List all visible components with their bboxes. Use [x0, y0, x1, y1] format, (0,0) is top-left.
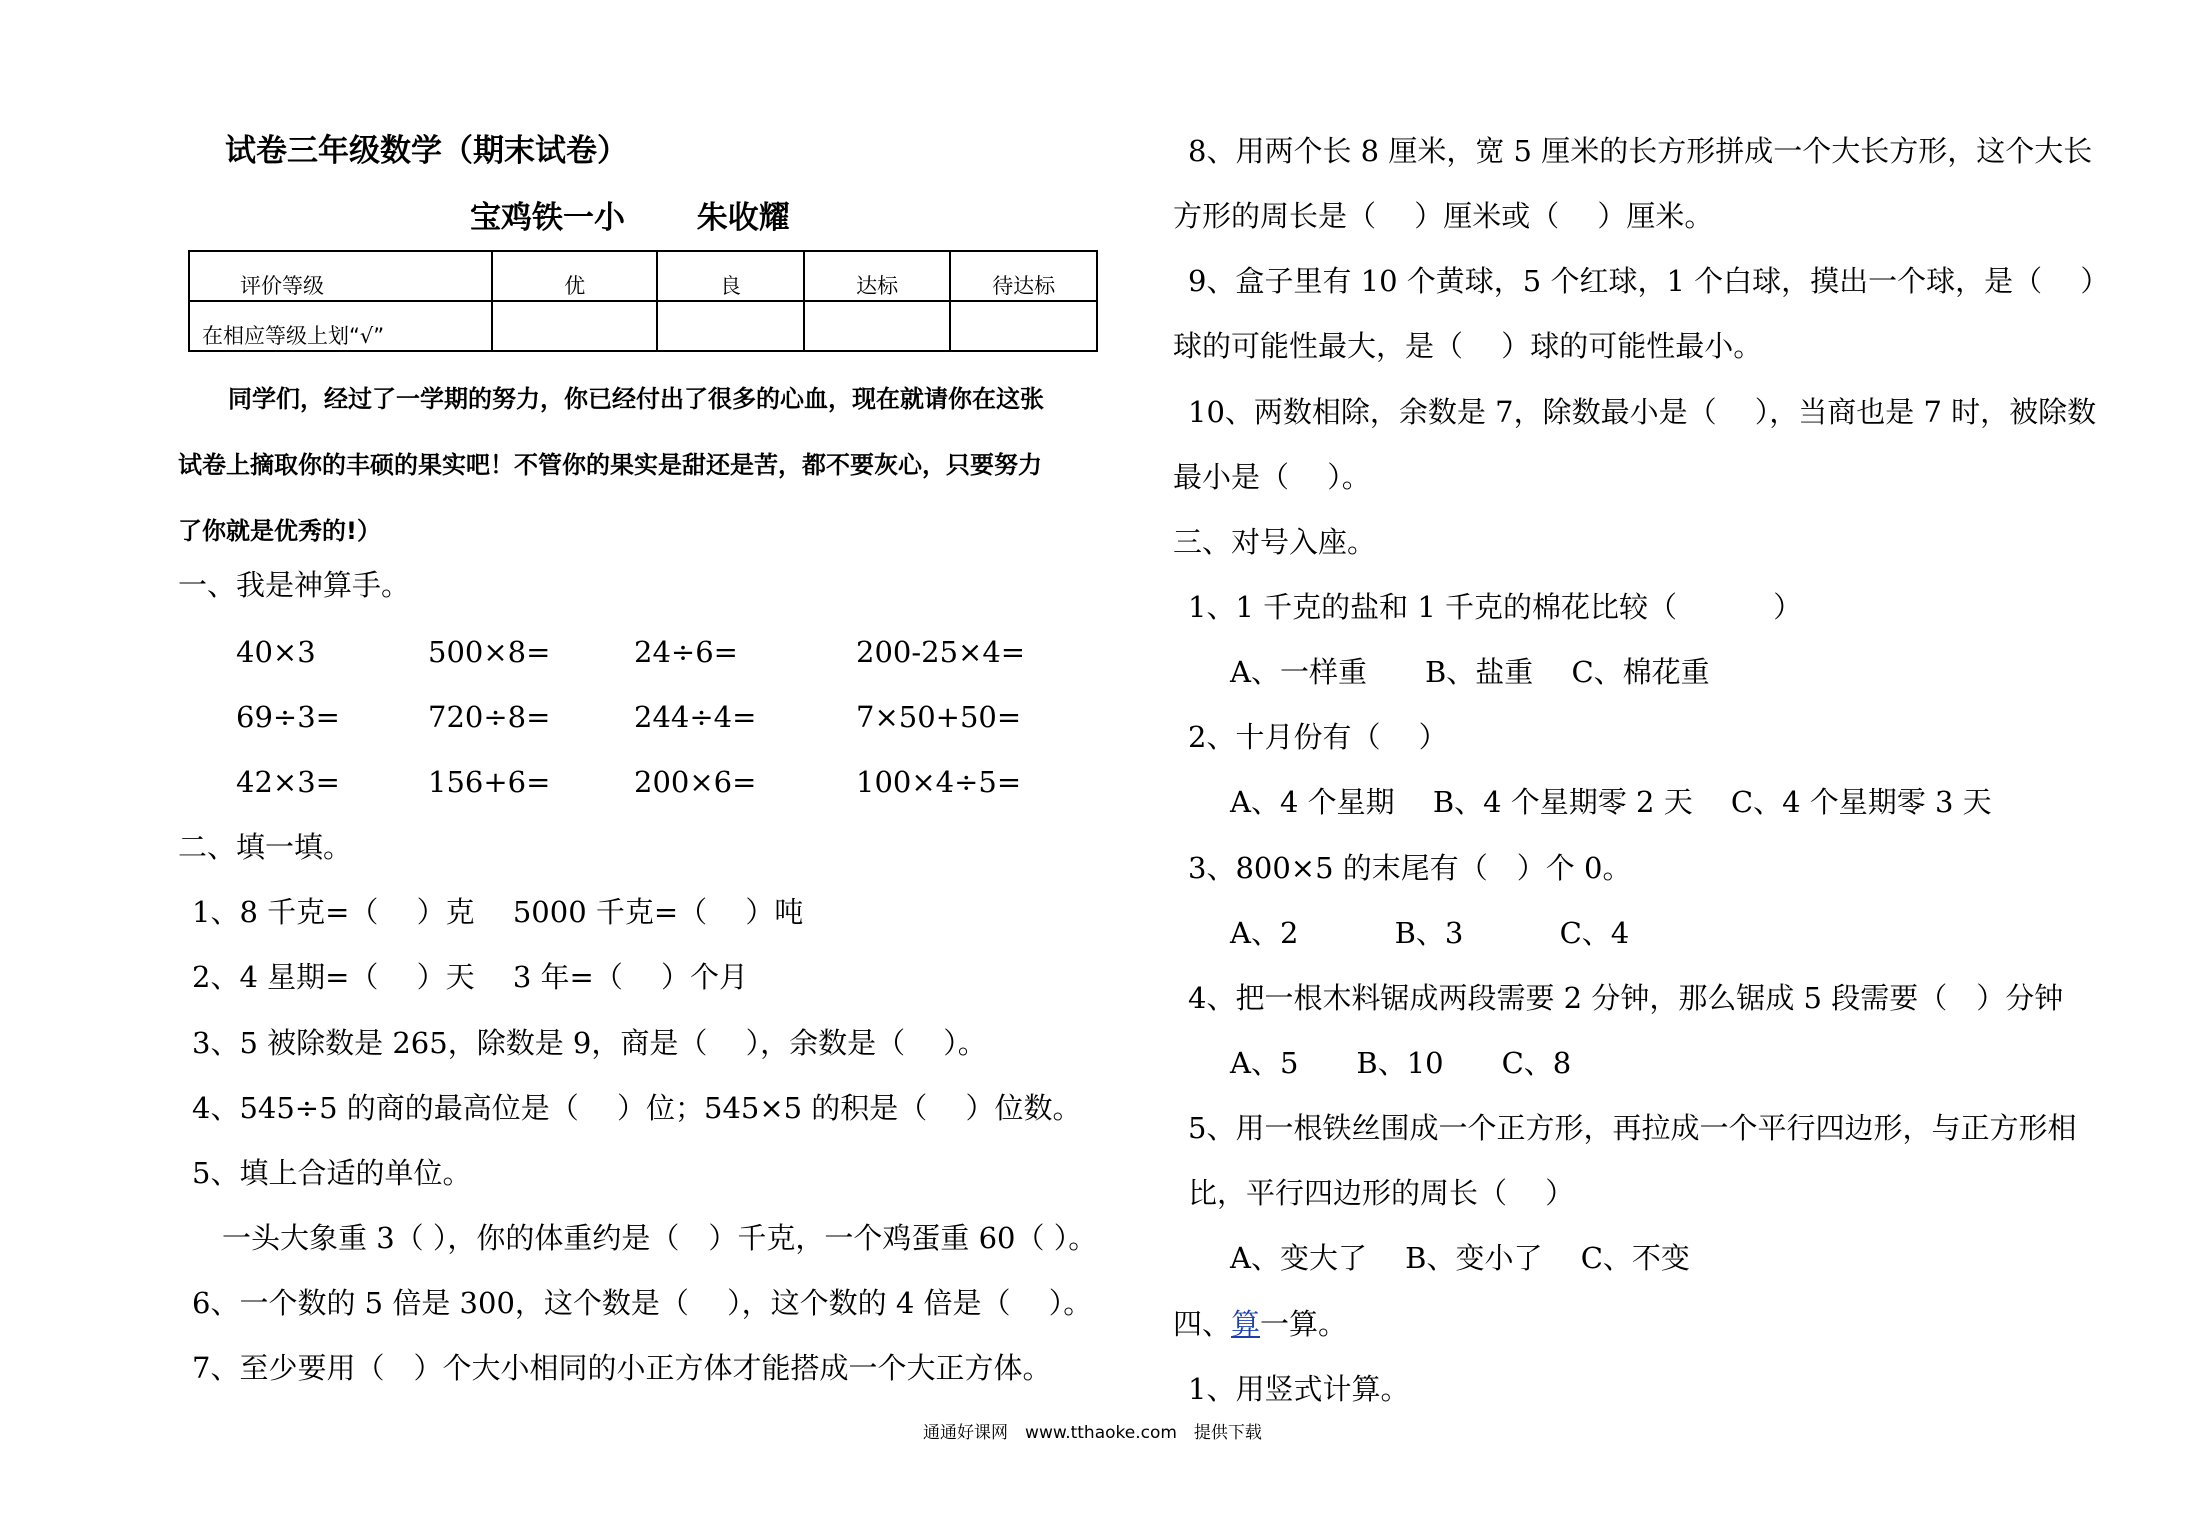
grade-row-label: 在相应等级上划“√” — [189, 301, 492, 351]
grade-header-pass: 达标 — [804, 251, 951, 301]
section3-q1: 1、1 千克的盐和 1 千克的棉花比较（ ） — [1188, 590, 1803, 624]
intro-paragraph — [178, 366, 1098, 564]
calc-2-2: 720÷8= — [428, 700, 551, 734]
grade-cell-pass[interactable] — [804, 301, 951, 351]
section3-q4-options: A、5 B、10 C、8 — [1230, 1046, 1572, 1080]
calc-3-4: 100×4÷5= — [856, 765, 1022, 799]
school-author: 宝鸡铁一小 朱收耀 — [470, 200, 790, 236]
grade-table-mark-row — [189, 301, 1097, 351]
page-title: 试卷三年级数学（期末试卷） — [225, 133, 628, 169]
section3-q5-options: A、变大了 B、变小了 C、不变 — [1230, 1241, 1690, 1275]
grade-header-good: 良 — [657, 251, 804, 301]
grade-header-excellent: 优 — [492, 251, 657, 301]
section2-q10-line2: 最小是（ ）。 — [1173, 460, 1371, 494]
section3-q3: 3、800×5 的末尾有（ ）个 0。 — [1188, 851, 1632, 885]
section2-q1: 1、8 千克=（ ）克 5000 千克=（ ）吨 — [192, 895, 804, 929]
calc-1-2: 500×8= — [428, 635, 551, 669]
section2-q8-line1: 8、用两个长 8 厘米，宽 5 厘米的长方形拼成一个大长方形，这个大长 — [1188, 134, 2093, 168]
section2-q9-line2: 球的可能性最大，是（ ）球的可能性最小。 — [1173, 329, 1763, 363]
section3-q5-line2: 比，平行四边形的周长（ ） — [1188, 1176, 1575, 1210]
calc-2-3: 244÷4= — [634, 700, 757, 734]
section2-q9-line1: 9、盒子里有 10 个黄球，5 个红球，1 个白球，摸出一个球，是（ ） — [1188, 264, 2110, 298]
section3-q2: 2、十月份有（ ） — [1188, 720, 1448, 754]
section2-q4: 4、545÷5 的商的最高位是（ ）位；545×5 的积是（ ）位数。 — [192, 1091, 1082, 1125]
grade-header-label: 评价等级 — [189, 251, 492, 301]
section3-heading: 三、对号入座。 — [1173, 525, 1377, 559]
section4-q1: 1、用竖式计算。 — [1188, 1372, 1410, 1406]
section4-prefix: 四、 — [1173, 1307, 1232, 1341]
grade-table-header-row — [189, 251, 1097, 301]
section2-q5-units: 一头大象重 3（ ），你的体重约是（ ）千克，一个鸡蛋重 60（ ）。 — [222, 1221, 1098, 1255]
footer-source: 通通好课网 www.tthaoke.com 提供下载 — [923, 1423, 1262, 1443]
section2-q2: 2、4 星期=（ ）天 3 年=（ ）个月 — [192, 960, 749, 994]
section3-q4: 4、把一根木料锯成两段需要 2 分钟，那么锯成 5 段需要（ ）分钟 — [1188, 981, 2064, 1015]
grade-header-not-pass: 待达标 — [950, 251, 1097, 301]
calc-2-1: 69÷3= — [236, 700, 340, 734]
calc-1-4: 200-25×4= — [856, 635, 1026, 669]
intro-line-3: 了你就是优秀的!） — [178, 517, 381, 545]
section2-q8-line2: 方形的周长是（ ）厘米或（ ）厘米。 — [1173, 199, 1714, 233]
section2-q6: 6、一个数的 5 倍是 300，这个数是（ ），这个数的 4 倍是（ ）。 — [192, 1286, 1093, 1320]
section2-q7: 7、至少要用（ ）个大小相同的小正方体才能搭成一个大正方体。 — [192, 1351, 1052, 1385]
grade-cell-good[interactable] — [657, 301, 804, 351]
grade-cell-not-pass[interactable] — [950, 301, 1097, 351]
calc-3-2: 156+6= — [428, 765, 551, 799]
calc-3-3: 200×6= — [634, 765, 757, 799]
section3-q3-options: A、2 B、3 C、4 — [1230, 916, 1630, 950]
section2-heading: 二、填一填。 — [178, 830, 353, 864]
calc-2-4: 7×50+50= — [856, 700, 1022, 734]
calc-3-1: 42×3= — [236, 765, 340, 799]
section3-q1-options: A、一样重 B、盐重 C、棉花重 — [1230, 655, 1710, 689]
intro-line-1: 同学们，经过了一学期的努力，你已经付出了很多的心血，现在就请你在这张 — [228, 385, 1044, 413]
section2-q3: 3、5 被除数是 265，除数是 9，商是（ ），余数是（ ）。 — [192, 1026, 987, 1060]
grade-cell-excellent[interactable] — [492, 301, 657, 351]
calc-1-3: 24÷6= — [634, 635, 738, 669]
section4-link[interactable]: 算 — [1231, 1307, 1261, 1341]
calc-1-1: 40×3 — [236, 635, 316, 669]
section2-q10-line1: 10、两数相除，余数是 7，除数最小是（ ），当商也是 7 时，被除数 — [1188, 395, 2097, 429]
section4-heading — [1173, 1304, 1347, 1344]
section1-heading: 一、我是神算手。 — [178, 568, 411, 602]
intro-line-2: 试卷上摘取你的丰硕的果实吧！不管你的果实是甜还是苦，都不要灰心，只要努力 — [178, 451, 1042, 479]
section3-q5-line1: 5、用一根铁丝围成一个正方形，再拉成一个平行四边形，与正方形相 — [1188, 1111, 2077, 1145]
grade-table — [188, 250, 1098, 352]
section3-q2-options: A、4 个星期 B、4 个星期零 2 天 C、4 个星期零 3 天 — [1230, 785, 1992, 819]
section2-q5: 5、填上合适的单位。 — [192, 1156, 472, 1190]
section4-suffix: 一算。 — [1260, 1307, 1348, 1341]
